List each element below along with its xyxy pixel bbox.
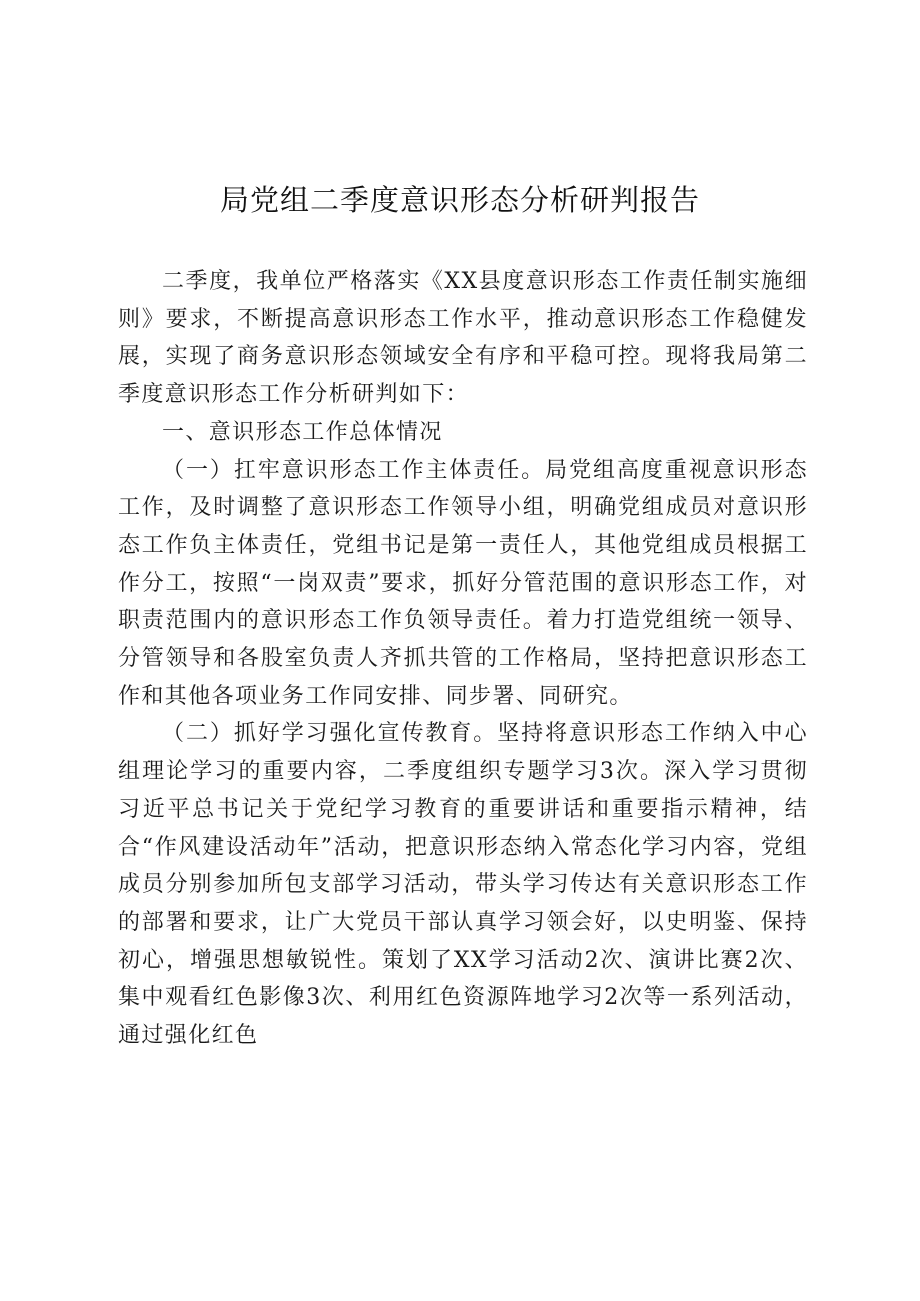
intro-paragraph: 二季度，我单位严格落实《XX县度意识形态工作责任制实施细则》要求，不断提高意识形态工作水平，推动意识形态工作稳健发展，实现了商务意识形态领域安全有序和平稳可控。现将我局第二季度意识形态工作分析研判如下： [118,269,808,408]
paragraph-responsibility: （一）扛牢意识形态工作主体责任。局党组高度重视意识形态工作，及时调整了意识形态工作领导小组，明确党组成员对意识形态工作负主体责任，党组书记是第一责任人，其他党组成员根据工作分工，按照“一岗双责”要求，抓好分管范围的意识形态工作，对职责范围内的意识形态工作负领导责任。着力打造党组统一领导、分管领导和各股室负责人齐抓共管的工作格局，坚持把意识形态工作和其他各项业务工作同安排、同步署、同研究。 [118,457,808,709]
document-body [118,263,808,1055]
paragraph-study-education: （二）抓好学习强化宣传教育。坚持将意识形态工作纳入中心组理论学习的重要内容，二季度组织专题学习3次。深入学习贯彻习近平总书记关于党纪学习教育的重要讲话和重要指示精神，结合“作风建设活动年”活动，把意识形态纳入常态化学习内容，党组成员分别参加所包支部学习活动，带头学习传达有关意识形态工作的部署和要求，让广大党员干部认真学习领会好，以史明鉴、保持初心，增强思想敏锐性。策划了XX学习活动2次、演讲比赛2次、集中观看红色影像3次、利用红色资源阵地学习2次等一系列活动，通过强化红色 [118,721,808,1049]
section-heading-1: 一、意识形态工作总体情况 [162,419,443,445]
document-title: 局党组二季度意识形态分析研判报告 [219,183,700,217]
